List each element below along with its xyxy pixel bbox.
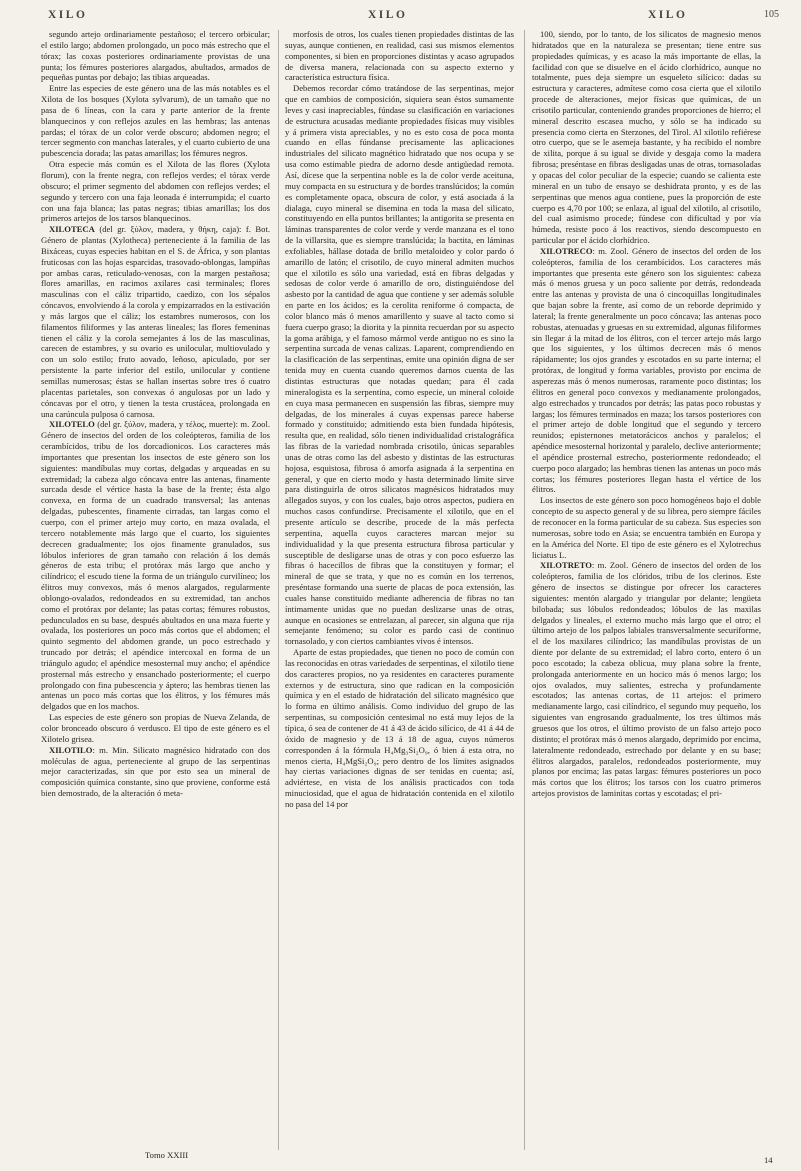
paragraph: Aparte de estas propiedades, que tienen no poco de común con las reconocidas en otras variedades de serpentinas, el xilotilo tiene dos caracteres propios, no ya residentes en caracteres puramente externos y de estructura, sino que radican en la composición química y en el estado de hidratación del silicato magnésico que lo forma en último análisis. Como individuo del grupo de las serpentinas, su composición centesimal no está muy lejos de la típica, ó sea de contener de 41 á 43 de ácido silícico, de 41 á 44 de óxido de magnesio y de 13 á 18 de agua, cuyos números corresponden á la fórmula H₄Mg₃Si₂O₉, ó bien á esta otra, no menos cierta, H₄MgSi₂O₉; pero dentro de los límites asignados hay ciertas variaciones dignas de ser tenidas en cuenta; así, adviértese, en vista de los análisis practicados con toda minuciosidad, que el agua de hidratación contenida en el xilotilo no pasa del 14 por [285, 647, 514, 809]
paragraph: Debemos recordar cómo tratándose de las serpentinas, mejor que en cambios de composición, siquiera sean éstos sumamente leves y casi inapreciables, fúndase su clasificación en variaciones de estructura acusadas mediante propiedades físicas muy visibles y á primera vista apreciables, y no es esto cosa de poca monta cuando en ellas fúndanse precisamente las aplicaciones industriales del silicato magnético hidratado que nos ocupa y se usa como estimable piedra de adorno desde antigüedad remota. Así, dícese que la serpentina noble es la de color verde aceituna, muy compacta en su estructura y de bordes translúcidos; la común es completamente opaca, obscura de color, y está asociada á la dialaga, cuyo mineral se disemina en toda la masa del silicato, constituyendo en ella puntos brillantes; la antigorita se presenta en láminas transparentes de color verde y verde manzana es el tono de la villarsita, que es siempre translúcida; la bactita, en láminas exfoliables, hállase dotada de brillo metaloideo y color pardo ó amarillo de latón; el crisotilo, de cuyo mineral admiten muchos que el xilotilo es sólo una variedad, está en fibras delgadas y sedosas de color verde ó amarillo de oro, distinguiéndose del asbesto por la cantidad de agua que contiene y ser además soluble en parte en los ácidos; es la cerolita reniforme ó compacta, de color blanco más ó menos amarillento y suave al tacto como si fuera cuerpo graso; la diorita y la pinnita recuerdan por su aspecto la goma arábiga, y el famoso mármol verde antiguo no es sino la serpentina surcada de venas calizas. Laparent, comprendiendo en la clasificación de las serpentinas, emite una opinión digna de ser tenida muy en cuenta cuando queremos darnos cuenta de las distintas estructuras que notadas quedan; para él cada mineralogista es la serpentina, como especie, un mineral coloide en cuya masa permanecen en suspensión las fibras, siempre muy delgadas, de los minerales á cuyas expensas parece haberse formado y constituido; admitiendo esta bien fundada hipótesis, resulta que, en realidad, sólo tienen individualidad cristalográfica las fibras de la variedad nombrada crisotilo, únicas separables unas de otras como las del asbesto y distintas de las estructuras hojosa, esquistosa, fibrosa ó amorfa asignada á la serpentina en general, y que en cierto modo y hasta determinado límite sirve para distinguirla de otros silicatos magnésicos hidratados muy allegados suyos, y con los cuales, bajo otros aspectos, pudiera en muchos casos confundirse. Precisamente el xilotilo, que en el presente artículo se describe, procede de la más perfecta serpentina, aquella cuyos caracteres marcan mejor su individualidad y la que presenta estructura fibrosa particular y susceptible de desligarse unas de otras y con poco esfuerzo las fibras ó hacecillos de fibras que la constituyen y formar; el mineral de que se trata, y que no es común en los terrenos, preséntase formando una suerte de placas de poca extensión, las cuales hanse constituido mediante adherencia de fibras no tan íntimamente unidas que no puedan deslizarse unas de otras, aunque en ocasiones se entrelazan, al parecer, sin alguna que rija semejante fenómeno; su color es pardo casi de continuo tornasolado, y con ciertos cambiantes vivos é intensos. [285, 83, 514, 647]
paragraph: Las especies de este género son propias de Nueva Zelanda, de color bronceado obscuro ó verdusco. El tipo de este género es el Xilotelo grisea. [41, 712, 270, 744]
entry-body: : m. Zool. Género de insectos del orden de los coleópteros, familia de los cerambícidos. Los caracteres más importantes que presenta este género son los siguientes: cabeza más ó menos gruesa y un poco saliente por detrás, redondeada entre las antenas y provista de una ó cincoquillas longitudinales que bajan sobre la frente, así como de un reborde deprimido y lateral; la frente generalmente un poco cóncava; las antenas poco robustas, atenuadas y gruesas en su extremidad, algunas filiformes sin llegar á la mitad de los élitros, con el tercer artejo más largo que los siguientes, y los últimos decrecen más ó menos rápidamente; los ojos grandes y escotados en su parte interna; el protórax, de longitud y forma variables, provisto por encima de asperezas más ó menos numerosas, raramente poco distintas; los élitros en general poco convexos y medianamente prolongados, algo estrechados y truncados por detrás; las patas poco robustas y largas; los fémures terminados en maza; los tarsos posteriores con el primer artejo de doble longitud que el segundo y tercero reunidos; episternones metatorácicos anchos y paralelos; el apéndice mesosternal horizontal y paralelo, declive anteriormente; el apéndice prosternal estrecho, posteriormente redondeado; el cuerpo poco alargado; las hembras tienen las antenas un poco más cortas; los fémures posteriores llegan hasta el vértice de los élitros. [532, 245, 761, 495]
entry-headword: XILOTELO [49, 419, 95, 430]
entry-xilotelo [41, 419, 270, 712]
entry-body: : m. Min. Silicato magnésico hidratado con dos moléculas de agua, perteneciente al grupo de las serpentinas mejor caracterizadas, sin que por esto sea un mineral de composición química constante, sino que proviene, conforme está bien demostrado, de la alteración ó meta- [41, 744, 270, 799]
paragraph: segundo artejo ordinariamente pestañoso; el tercero orbicular; el estilo largo; abdomen prolongado, un poco más estrecho que el tórax; las coxas posteriores ordinariamente provistas de una punta; los fémures posteriores alargados, abultados, armados de pequeñas puntas por debajo; las tibias arqueadas. [41, 29, 270, 83]
entry-body: (del gr. ξύλον, madera, y θήκη, caja): f. Bot. Género de plantas (Xylotheca) perteneciente á la familia de las Bixáceas, cuyas especies habitan en el S. de África, y son plantas fruticosas con las hojas esparcidas, trasovado-oblongas, lampiñas por ambas caras, reticulado-venosas, con la margen pestañosa; flores amarillas, en racimos axilares casi terminales; flores masculinas con el cáliz tripartido, caedizo, con los sépalos cóncavos, envolviendo á la corola y empizarrados en la estivación y más largos que el cáliz; los estambres numerosos, con los filamentos filiformes y las anteras lineales; las flores femeninas tienen el cáliz y la corola semejantes á los de las masculinas, carecen de estambres, y su ovario es unilocular, multiovulado y con un solo estilo; fruto aovado, leñoso, apiculado, por ser persistente la parte inferior del estilo, unilocular y contiene semillas numerosas; éstas se hallan insertas sobre tres ó cuatro placentas parietales, son convexas ó angulosas por un lado y cóncavas por el otro, y tienen la testa crustácea, prolongada en una carúncula pulposa ó carnosa. [41, 224, 270, 419]
entry-xiloteca [41, 224, 270, 419]
running-head-right: XILO [648, 9, 688, 21]
column-divider [278, 30, 279, 1150]
paragraph: Otra especie más común es el Xilota de las flores (Xylota florum), con la frente negra, con reflejos verdes; el tórax verde obscuro; el primer segmento del abdomen con reflejos verdes; el segundo y tercero con una faja leonada é interrumpida; el cuarto con una faja blanca; las patas negras; tibias amarillas; los dos primeros artejos de los tarsos blanquecinos. [41, 159, 270, 224]
entry-body: : m. Zool. Género de insectos del orden de los coleópteros, familia de los clóridos, tribu de los clerinos. Este género de insectos se distingue por ofrecer los caracteres siguientes: mentón alargado y triangular por delante; lengüeta bilobada; sus lóbulos redondeados; lóbulos de las maxilas delgados y lineales, el externo mucho más largo que el otro; el último artejo de los palpos labiales transversalmente securiforme, el de los maxilares cilíndrico; las mandíbulas provistas de un diente por delante de su extremidad; el labro corto, entero ó un poco escotado; la cabeza oblicua, muy plana sobre la frente, prolongada anteriormente en un hocico más ó menos largo; los ojos ovalados, muy salientes, estrecha y profundamente escotados; las antenas cortas, de 11 artejos: el primero medianamente largo, casi cilíndrico, el segundo muy pequeño, los siguientes van engrosando gradualmente, los tres últimos más gruesos que los otros, el último provisto de un falso artejo poco distinto; el protórax más ó menos alargado, deprimido por encima, lateralmente redondeado, estrechado por delante y en su base; élitros alargados, paralelos, redondeados posteriormente, muy planos por encima; las patas largas: fémures posteriores un poco más cortos que los élitros; los tarsos con los cuatro primeros artejos provistos de laminitas cortas y escotadas; el pri- [532, 560, 761, 799]
volume-footer: Tomo XXIII [145, 1150, 189, 1160]
column-right [532, 29, 761, 1137]
paragraph: Los insectos de este género son poco homogéneos bajo el doble concepto de su aspecto general y de su librea, pero siempre fáciles de reconocer en la forma particular de su cabeza. Sus especies son numerosas, sobre todo en Asia; se encuentra también en Europa y en la América del Norte. El tipo de este género es el Xylotrechus liciatus L. [532, 495, 761, 560]
column-divider [524, 30, 525, 1150]
entry-xilotreto [532, 560, 761, 799]
entry-body: (del gr. ξύλον, madera, y τέλος, muerte): m. Zool. Género de insectos del orden de los coleópteros, familia de los cerambícidos, tribu de los dorcadionicos. Los caracteres más importantes que presentan los insectos de este género son los siguientes: mandíbulas muy cortas, delgadas y arqueadas en su extremidad; la cabeza algo cóncava entre las antenas, finamente surcada desde el vértice hasta la base de la frente; ésta algo convexa, en forma de un cuadrado transversal; las antenas delgadas, pubescentes, finamente cirradas, tan largas como el cuerpo, con el primer artejo muy corto, en maza ovalada, el tercero notablemente más largo que el cuarto, los siguientes decrecen gradualmente; los ojos finamente granulados, sus lóbulos inferiores de gran tamaño con relación á los demás géneros de esta tribu; el protórax más largo que ancho y cilíndrico; el escudo tiene la forma de un triángulo curvilíneo; los élitros muy convexos, más ó menos alargados, regularmente oblongo-ovalados, redondeados en su extremidad, tan anchos como el protórax por delante; las patas cortas; fémures robustos, pedunculados en su base, después abultados en una maza fuerte y ovalada, los posteriores un poco más cortos que el abdomen; el quinto segmento del abdomen grande, un poco estrechado y truncado por detrás; el apéndice intercoxal en forma de un triángulo agudo; el apéndice mesosternal muy ancho; el apéndice prosternal más estrecho y ensanchado posteriormente; el cuerpo prolongado con fina pubescencia y áptero; las hembras tienen las antenas un poco más cortas que los élitros, y los fémures más delgados que en los machos. [41, 419, 270, 712]
entry-headword: XILOTECA [49, 224, 95, 235]
entry-headword: XILOTRETO [540, 560, 592, 571]
entry-xilotilo [41, 745, 270, 799]
entry-xilotreco [532, 246, 761, 495]
entry-headword: XILOTRECO [540, 245, 593, 256]
column-middle [285, 29, 514, 1137]
paragraph: morfosis de otros, los cuales tienen propiedades distintas de las suyas, aunque contienen, en realidad, casi sus mismos elementos componentes, si bien en proporciones distintas y acaso agrupados de diversa manera, relacionada con su aspecto externo y característica estructura física. [285, 29, 514, 83]
column-left [41, 29, 270, 1137]
running-head-center: XILO [368, 9, 408, 21]
entry-headword: XILOTILO [49, 744, 93, 755]
signature-mark: 14 [764, 1155, 773, 1165]
running-head-left: XILO [48, 9, 88, 21]
paragraph: Entre las especies de este género una de las más notables es el Xilota de los bosques (Xylota sylvarum), de un tamaño que no pasa de 6 líneas, con la cara y parte anterior de la frente blanquecinos y con reflejos azules en las hembras; las antenas pardas; el tórax de un color verde obscuro; abdomen negro; el tercer segmento con manchas laterales, y el cuarto cubierto de una pubescencia dorada; las patas amarillas; los fémures negros. [41, 83, 270, 159]
paragraph: 100, siendo, por lo tanto, de los silicatos de magnesio menos hidratados que en la naturaleza se presentan; tiene entre sus propiedades químicas, y es acaso la más importante de ellas, la facilidad con que se disuelve en el ácido clorhídrico, aunque no totalmente, pues deja siempre un esqueleto silícico: dadas su estructura y caracteres, admítese como cosa cierta que el xilotilo procede de alteraciones, mejor físicas que químicas, de un crisotilo particular, conteniendo grandes proporciones de hierro; el mineral descrito escasea mucho, y sólo se ha indicado su presencia como cierta en Sterzones, del Tirol. Al xilotilo refiérese otro cuerpo, que se le asemeja bastante, y ha recibido el nombre de xilita, porque á su igual se divide y desgaja como la madera fibrosa; preséntase en fibras desligadas unas de otras, tornasoladas y opacas del color peculiar de la especie; cuando se calienta este mineral en un tubo de ensayo se deshidrata pronto, y es de las serpentinas que menos agua contiene, pues la proporción de este cuerpo es 4,70 por 100; se enlaza, al igual del xilotilo, al crisotilo, del cual asimismo procede; fúndese con dificultad y por vía húmeda, resiste poco á los reactivos, siendo descompuesto en particular por el ácido clorhídrico. [532, 29, 761, 246]
page-number: 105 [764, 9, 779, 20]
